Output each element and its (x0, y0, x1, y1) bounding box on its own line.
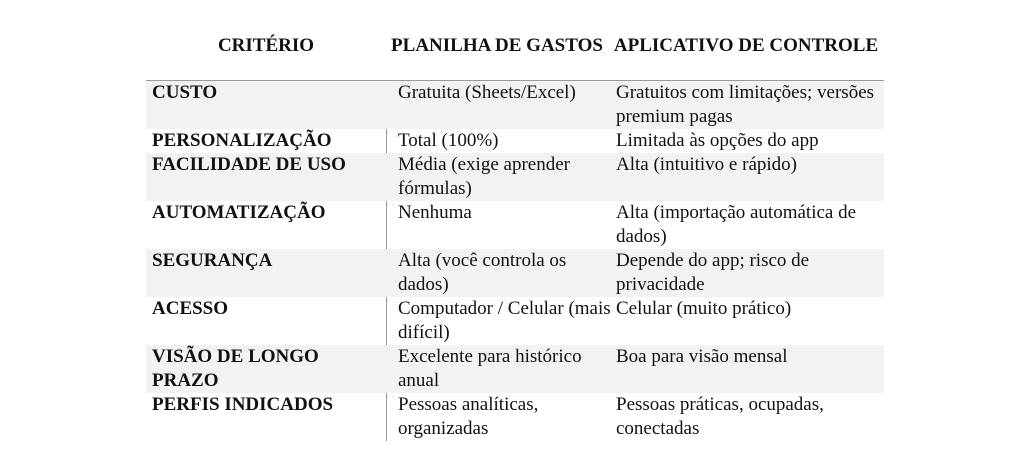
table-row (146, 153, 884, 201)
cell-planilha: Excelente para histórico anual (398, 346, 582, 391)
cell-aplicativo: Gratuitos com limitações; versões premium pagas (616, 82, 875, 127)
table-body (146, 81, 884, 441)
cell-planilha: Alta (você controla os dados) (398, 250, 567, 295)
cell-planilha: Total (100%) (398, 130, 499, 151)
cell-criterio: VISÃO DE LONGO PRAZO (152, 346, 319, 391)
table-row (146, 129, 884, 153)
table-row (146, 201, 884, 249)
cell-aplicativo: Pessoas práticas, ocupadas, conectadas (616, 394, 824, 439)
cell-planilha: Média (exige aprender fórmulas) (398, 154, 570, 199)
table-row (146, 345, 884, 393)
comparison-table (146, 34, 884, 441)
table-row (146, 393, 884, 441)
cell-planilha: Gratuita (Sheets/Excel) (398, 82, 576, 103)
cell-aplicativo: Limitada às opções do app (616, 130, 819, 151)
table-row (146, 81, 884, 129)
table-row (146, 297, 884, 345)
cell-criterio: ACESSO (152, 298, 229, 319)
cell-planilha: Pessoas analíticas, organizadas (398, 394, 539, 439)
cell-aplicativo: Celular (muito prático) (616, 298, 792, 319)
cell-criterio: PERFIS INDICADOS (152, 394, 334, 415)
cell-criterio: CUSTO (152, 82, 218, 103)
cell-aplicativo: Alta (intuitivo e rápido) (616, 154, 797, 175)
cell-planilha: Nenhuma (398, 202, 472, 223)
cell-aplicativo: Alta (importação automática de dados) (616, 202, 857, 247)
table-row (146, 249, 884, 297)
table-header (146, 34, 884, 81)
cell-aplicativo: Depende do app; risco de privacidade (616, 250, 810, 295)
cell-aplicativo: Boa para visão mensal (616, 346, 788, 367)
header-aplicativo: APLICATIVO DE CONTROLE (613, 35, 879, 56)
cell-criterio: SEGURANÇA (152, 250, 273, 271)
cell-planilha: Computador / Celular (mais difícil) (398, 298, 611, 343)
cell-criterio: FACILIDADE DE USO (152, 154, 346, 175)
header-criterio: CRITÉRIO (217, 35, 315, 56)
cell-criterio: AUTOMATIZAÇÃO (152, 202, 326, 223)
header-planilha: PLANILHA DE GASTOS (391, 35, 603, 56)
cell-criterio: PERSONALIZAÇÃO (152, 130, 332, 151)
